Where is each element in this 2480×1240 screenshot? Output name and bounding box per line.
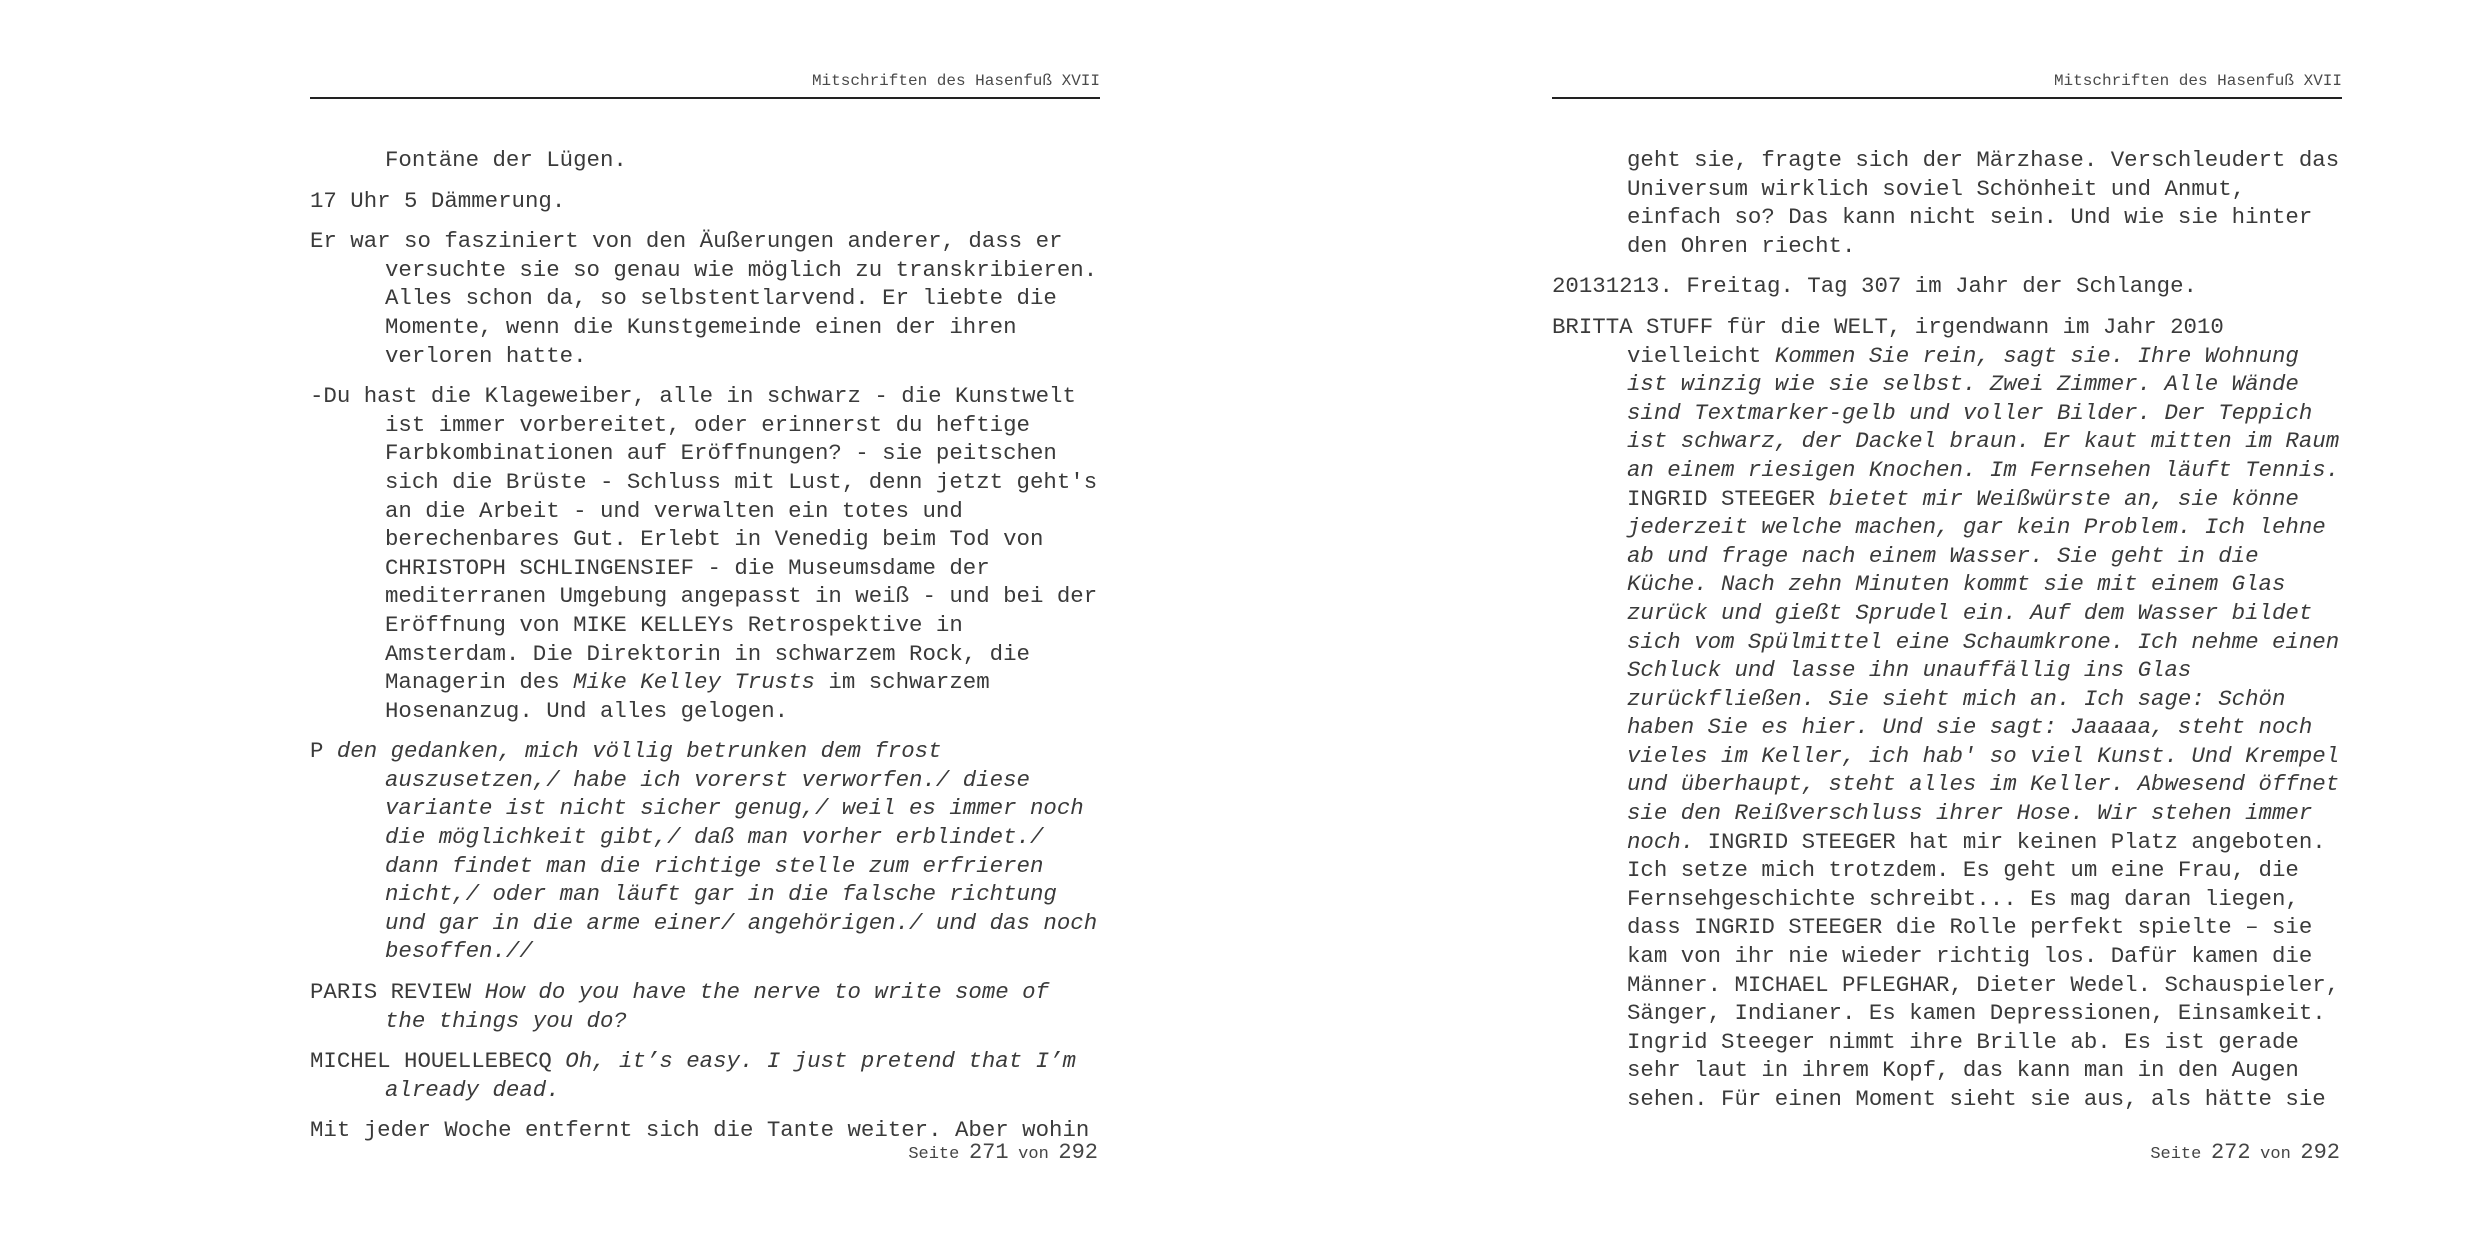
paragraph: geht sie, fragte sich der Märzhase. Verschleudert das Universum wirklich soviel Schönheit und Anmut, einfach so? Das kann nicht sein. Und wie sie hinter den Ohren riecht. xyxy=(1627,147,2340,259)
italic-text: Oh, it’s easy. I just pretend that I’m already dead. xyxy=(385,1048,1076,1103)
page-number: 272 xyxy=(2210,1140,2251,1165)
header-rule xyxy=(1552,97,2342,99)
page-body xyxy=(310,146,1100,1157)
quote-paragraph xyxy=(310,978,1100,1035)
right-page xyxy=(1552,0,2342,1240)
paragraph-text: im schwarzem Hosenanzug. Und alles gelogen. xyxy=(385,669,990,724)
speaker-label: PARIS REVIEW xyxy=(310,979,472,1006)
footer-von: von xyxy=(1018,1145,1049,1164)
page-body xyxy=(1552,146,2342,1126)
name-text: INGRID STEEGER xyxy=(1627,485,1816,512)
header-rule xyxy=(310,97,1100,99)
italic-text: Kommen Sie rein, sagt sie. Ihre Wohnung ist winzig wie sie selbst. Zwei Zimmer. Alle Wände sind Textmarker-gelb und voller Bilder. Der Teppich ist schwarz, der Dackel braun. Er kaut mitten im Raum an einem riesigen Knochen. Im Fernsehen läuft Tennis. xyxy=(1627,342,2340,483)
page-number: 271 xyxy=(968,1140,1009,1165)
paragraph xyxy=(310,382,1100,725)
speaker-label: MICHEL HOUELLEBECQ xyxy=(310,1048,552,1075)
speaker-label: P xyxy=(310,738,324,765)
page-total: 292 xyxy=(1058,1140,1098,1165)
running-header: Mitschriften des Hasenfuß XVII xyxy=(811,72,1100,90)
paragraph xyxy=(1552,313,2342,1114)
paragraph-text: -Du hast die Klageweiber, alle in schwarz - die Kunstwelt ist immer vorbereitet, oder erinnerst du heftige Farbkombinationen auf Eröffnungen? - sie peitschen sich die Brüste - Schluss mit Lust, denn jetzt geht's an die Arbeit - und verwalten ein totes und berechenbares Gut. Erlebt in Venedig beim Tod von CHRISTOPH SCHLINGENSIEF - die Museumsdame der mediterranen Umgebung angepasst in weiß - und bei der Eröffnung von MIKE KELLEYs Retrospektive in Amsterdam. Die Direktorin in schwarzem Rock, die Managerin des xyxy=(310,383,1098,696)
page-footer xyxy=(2150,1140,2340,1165)
italic-text: bietet mir Weißwürste an, sie könne jederzeit welche machen, gar kein Problem. Ich lehne ab und frage nach einem Wasser. Sie geht in die Küche. Nach zehn Minuten kommt sie mit einem Glas zurück und gießt Sprudel ein. Auf dem Wasser bildet sich vom Spülmittel eine Schaumkrone. Ich nehme einen Schluck und lasse ihn unauffällig ins Glas zurückfließen. Sie sieht mich an. Ich sage: Schön haben Sie es hier. Und sie sagt: Jaaaaa, steht noch vieles im Keller, ich hab' so viel Kunst. Und Krempel und überhaupt, steht alles im Keller. Abwesend öffnet sie den Reißverschluss ihrer Hose. Wir stehen immer noch. xyxy=(1627,485,2340,855)
paragraph: 20131213. Freitag. Tag 307 im Jahr der Schlange. xyxy=(1552,273,2197,300)
page-footer xyxy=(908,1140,1098,1165)
paragraph: Fontäne der Lügen. xyxy=(385,147,627,173)
quote-paragraph xyxy=(310,1047,1100,1104)
name-text: INGRID STEEGER hat mir keinen Platz angeboten. Ich setze mich trotzdem. Es geht um eine Frau, die Fernsehgeschichte schreibt... Es mag daran liegen, dass INGRID STEEGER die Rolle perfekt spielte – sie kam von ihr nie wieder richtig los. Dafür kamen die Männer. MICHAEL PFLEGHAR, Dieter Wedel. Schauspieler, Sänger, Indianer. Es kamen Depressionen, Einsamkeit. Ingrid Steeger nimmt ihre Brille ab. Es ist gerade sehr laut in ihrem Kopf, das kann man in den Augen sehen. Für einen Moment sieht sie aus, als hätte sie xyxy=(1627,828,2340,1112)
footer-seite: Seite xyxy=(2150,1145,2202,1164)
page-total: 292 xyxy=(2300,1140,2340,1165)
italic-text: den gedanken, mich völlig betrunken dem frost auszusetzen,/ habe ich vorerst verworfen./ diese variante ist nicht sicher genug,/ weil es immer noch die möglichkeit gibt,/ daß man vorher erblindet./ dann findet man die richtige stelle zum erfrieren nicht,/ oder man läuft gar in die falsche richtung und gar in die arme einer/ angehörigen./ und das noch besoffen.// xyxy=(336,738,1098,965)
italic-text: Mike Kelley Trusts xyxy=(573,669,815,696)
poem-paragraph xyxy=(310,737,1100,966)
left-page xyxy=(310,0,1100,1240)
paragraph: Er war so fasziniert von den Äußerungen anderer, dass er versuchte sie so genau wie möglich zu transkribieren. Alles schon da, so selbstentlarvend. Er liebte die Momente, wenn die Kunstgemeinde einen der ihren verloren hatte. xyxy=(310,228,1098,369)
footer-seite: Seite xyxy=(908,1145,960,1164)
running-header: Mitschriften des Hasenfuß XVII xyxy=(2053,72,2342,90)
italic-text: How do you have the nerve to write some of the things you do? xyxy=(385,979,1050,1034)
footer-von: von xyxy=(2260,1145,2291,1164)
paragraph: 17 Uhr 5 Dämmerung. xyxy=(310,187,566,214)
paragraph-text: BRITTA STUFF für die WELT, irgendwann im Jahr 2010 vielleicht xyxy=(1552,313,2224,369)
paragraph: Mit jeder Woche entfernt sich die Tante weiter. Aber wohin xyxy=(310,1117,1090,1144)
